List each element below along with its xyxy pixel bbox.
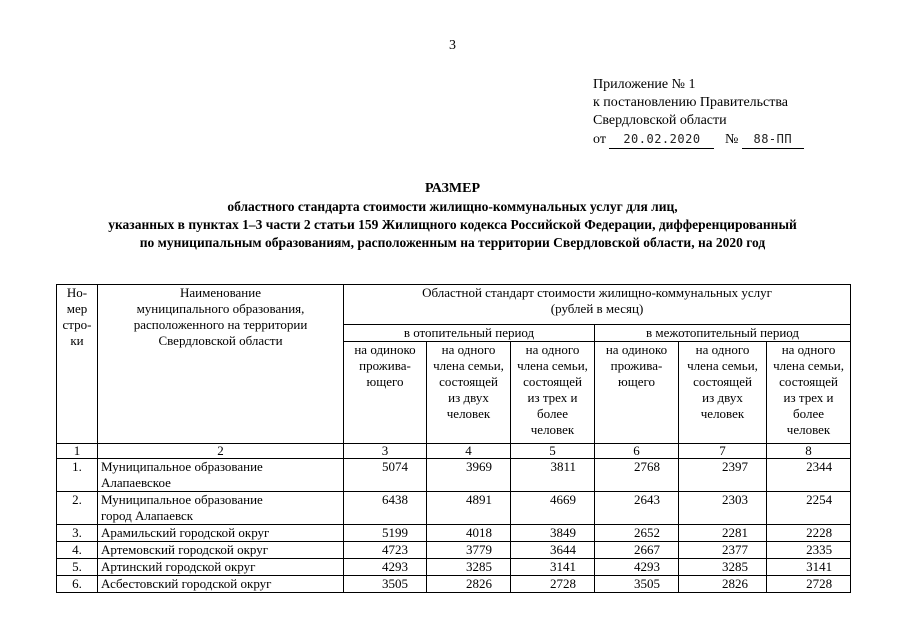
- appendix-block: [593, 76, 893, 149]
- table-row: [57, 576, 851, 593]
- cost-value: 2377: [679, 542, 767, 559]
- cost-value: 2643: [595, 492, 679, 525]
- column-index: 4: [427, 444, 511, 459]
- row-number: 2.: [57, 492, 98, 525]
- appendix-line-1: Приложение № 1: [593, 77, 696, 92]
- cost-value: 2254: [767, 492, 851, 525]
- table-body: [57, 459, 851, 593]
- cost-value: 2303: [679, 492, 767, 525]
- cost-value: 4669: [511, 492, 595, 525]
- cost-value: 2826: [427, 576, 511, 593]
- cost-value: 3141: [767, 559, 851, 576]
- column-index: 8: [767, 444, 851, 459]
- title-heading: РАЗМЕР: [424, 181, 480, 196]
- cost-value: 2281: [679, 525, 767, 542]
- municipality-name: Артинский городской округ: [98, 559, 344, 576]
- cost-value: 3969: [427, 459, 511, 492]
- header-sub-6: на одного члена семьи, состоящей из трех и более человек: [767, 342, 851, 444]
- column-index: 1: [57, 444, 98, 459]
- cost-value: 2728: [767, 576, 851, 593]
- header-heating: в отопительный период: [344, 325, 595, 342]
- cost-value: 3644: [511, 542, 595, 559]
- appendix-date-line: [593, 130, 893, 149]
- cost-value: 4018: [427, 525, 511, 542]
- table-row: [57, 459, 851, 492]
- header-standard: Областной стандарт стоимости жилищно-коммунальных услуг (рублей в месяц): [344, 285, 851, 325]
- cost-value: 2667: [595, 542, 679, 559]
- cost-value: 3505: [595, 576, 679, 593]
- cost-value: 2335: [767, 542, 851, 559]
- header-sub-5: на одного члена семьи, состоящей из двух человек: [679, 342, 767, 444]
- appendix-line-2: к постановлению Правительства: [593, 95, 789, 110]
- column-index: 3: [344, 444, 427, 459]
- column-index: 5: [511, 444, 595, 459]
- municipality-name: Асбестовский городской округ: [98, 576, 344, 593]
- appendix-line-3: Свердловской области: [593, 113, 727, 128]
- table-row: [57, 525, 851, 542]
- column-index: 7: [679, 444, 767, 459]
- row-number: 4.: [57, 542, 98, 559]
- document-title: [0, 180, 905, 252]
- row-number: 6.: [57, 576, 98, 593]
- municipality-name: Артемовский городской округ: [98, 542, 344, 559]
- cost-value: 3811: [511, 459, 595, 492]
- cost-value: 5074: [344, 459, 427, 492]
- column-index: 2: [98, 444, 344, 459]
- table-row: [57, 492, 851, 525]
- cost-value: 2768: [595, 459, 679, 492]
- title-line-3: по муниципальным образованиям, расположенным на территории Свердловской области, на 2020 год: [139, 235, 766, 250]
- table-row: [57, 542, 851, 559]
- standard-table: [56, 284, 851, 593]
- cost-value: 4293: [344, 559, 427, 576]
- number-value: 88-ПП: [742, 130, 804, 149]
- municipality-name: Муниципальное образование Алапаевское: [98, 459, 344, 492]
- cost-value: 6438: [344, 492, 427, 525]
- row-number: 3.: [57, 525, 98, 542]
- table-row: [57, 559, 851, 576]
- header-sub-4: на одиноко прожива- ющего: [595, 342, 679, 444]
- header-sub-3: на одного члена семьи, состоящей из трех и более человек: [511, 342, 595, 444]
- municipality-name: Муниципальное образование город Алапаевск: [98, 492, 344, 525]
- column-index-row: [57, 444, 851, 459]
- municipality-name: Арамильский городской округ: [98, 525, 344, 542]
- column-index: 6: [595, 444, 679, 459]
- cost-value: 2397: [679, 459, 767, 492]
- cost-value: 2728: [511, 576, 595, 593]
- date-prefix: от: [593, 132, 606, 147]
- number-prefix: №: [724, 132, 739, 147]
- page-number: 3: [449, 38, 456, 53]
- cost-value: 5199: [344, 525, 427, 542]
- cost-value: 3285: [679, 559, 767, 576]
- cost-value: 4723: [344, 542, 427, 559]
- cost-value: 4891: [427, 492, 511, 525]
- cost-value: 3505: [344, 576, 427, 593]
- header-name: Наименование муниципального образования, расположенного на территории Свердловской области: [98, 285, 344, 444]
- title-line-2: указанных в пунктах 1–3 части 2 статьи 159 Жилищного кодекса Российской Федерации, дифференцированный: [108, 217, 797, 232]
- cost-value: 2228: [767, 525, 851, 542]
- cost-value: 2826: [679, 576, 767, 593]
- cost-value: 2652: [595, 525, 679, 542]
- header-sub-2: на одного члена семьи, состоящей из двух человек: [427, 342, 511, 444]
- row-number: 5.: [57, 559, 98, 576]
- header-row-num: Но- мер стро- ки: [57, 285, 98, 444]
- cost-value: 3285: [427, 559, 511, 576]
- title-line-1: областного стандарта стоимости жилищно-коммунальных услуг для лиц,: [227, 199, 678, 214]
- cost-value: 4293: [595, 559, 679, 576]
- row-number: 1.: [57, 459, 98, 492]
- header-non-heating: в межотопительный период: [595, 325, 851, 342]
- date-value: 20.02.2020: [609, 130, 714, 149]
- header-sub-1: на одиноко прожива- ющего: [344, 342, 427, 444]
- cost-value: 3141: [511, 559, 595, 576]
- cost-value: 3779: [427, 542, 511, 559]
- cost-value: 3849: [511, 525, 595, 542]
- cost-value: 2344: [767, 459, 851, 492]
